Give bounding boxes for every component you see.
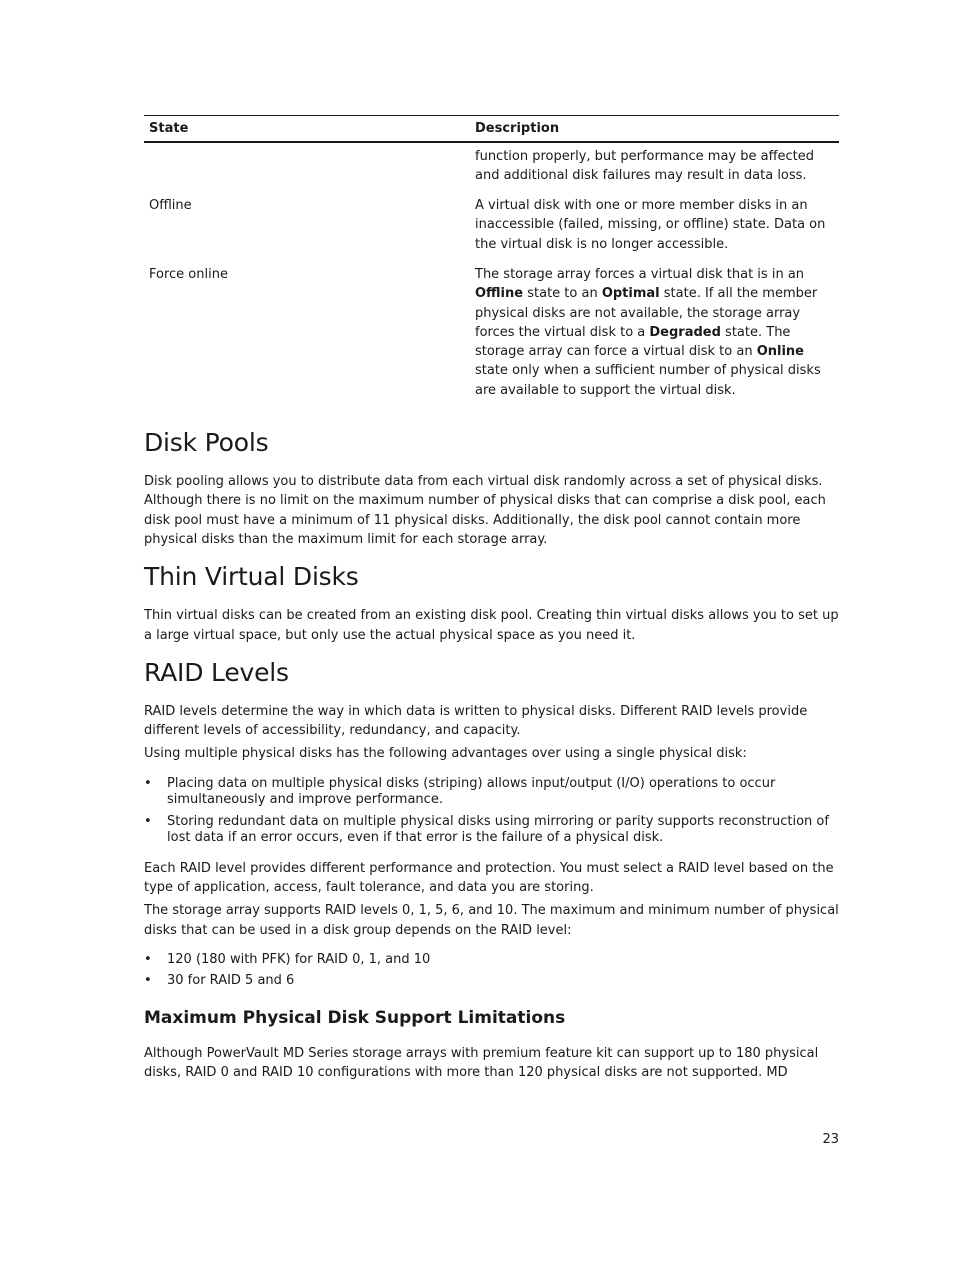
table-header-row [144, 116, 839, 142]
document-page [144, 115, 839, 1087]
state-term-degraded: Degraded [649, 324, 721, 340]
thin-virtual-disks-heading: Thin Virtual Disks [144, 562, 359, 592]
state-cell: Force online [149, 266, 228, 282]
raid-limits-list [144, 952, 839, 990]
description-cell [470, 262, 839, 408]
description-cell: function properly, but performance may be affected and additional disk failures may result in data loss. [475, 148, 815, 183]
description-text: state. If all the member physical disks are not available, the storage array forces the virtual disk to a [475, 286, 818, 340]
state-term-online: Online [756, 344, 804, 360]
description-column-header: Description [470, 116, 839, 142]
state-cell: Offline [149, 198, 192, 214]
list-item: • 30 for RAID 5 and 6 [144, 973, 839, 990]
raid-levels-paragraph: Each RAID level provides different performance and protection. You must select a RAID level based on the type of application, access, fault tolerance, and data you are storing. [144, 860, 834, 896]
raid-levels-heading: RAID Levels [144, 657, 289, 687]
state-term-offline: Offline [475, 286, 524, 302]
description-text: state only when a sufficient number of physical disks are available to support the virtual disk. [475, 363, 821, 398]
state-cell [144, 142, 470, 194]
raid-levels-paragraph: RAID levels determine the way in which data is written to physical disks. Different RAID levels provide different levels of accessibility, redundancy, and capacity. [144, 703, 808, 739]
list-item: • Storing redundant data on multiple physical disks using mirroring or parity supports reconstruction of lost data if an error occurs, even if that error is the failure of a physical disk. [144, 814, 839, 847]
state-term-optimal: Optimal [601, 286, 660, 302]
list-item: • 120 (180 with PFK) for RAID 0, 1, and 10 [144, 952, 839, 969]
state-column-header: State [144, 116, 470, 142]
description-text: state. The storage array can force a virtual disk to an [475, 324, 791, 360]
thin-virtual-disks-paragraph: Thin virtual disks can be created from an existing disk pool. Creating thin virtual disks allows you to set up a large virtual space, but only use the actual physical space as you need it. [144, 608, 839, 643]
advantages-list [144, 776, 839, 847]
page-number: 23 [822, 1132, 839, 1147]
description-cell: A virtual disk with one or more member disks in an inaccessible (failed, missing, or offline) state. Data on the virtual disk is no longer accessible. [475, 198, 826, 252]
max-disk-support-paragraph: Although PowerVault MD Series storage arrays with premium feature kit can support up to 180 physical disks, RAID 0 and RAID 10 configurations with more than 120 physical disks are not supported. MD [144, 1045, 819, 1081]
table-row [144, 193, 839, 262]
description-text: state to an [523, 286, 602, 302]
state-description-table [144, 115, 839, 408]
disk-pools-heading: Disk Pools [144, 428, 269, 458]
description-text: The storage array forces a virtual disk that is in an [475, 266, 805, 282]
table-row [144, 142, 839, 194]
table-row [144, 262, 839, 408]
disk-pools-paragraph: Disk pooling allows you to distribute data from each virtual disk randomly across a set of physical disks. Although there is no limit on the maximum number of physical disks that can comprise a disk pool, each disk pool must have a minimum of 11 physical disks. Additionally, the disk pool cannot contain more physical disks than the maximum limit for each storage array. [144, 474, 826, 547]
raid-levels-paragraph: Using multiple physical disks has the following advantages over using a single physical disk: [144, 746, 747, 762]
list-item: • Placing data on multiple physical disks (striping) allows input/output (I/O) operations to occur simultaneously and improve performance. [144, 776, 839, 809]
max-disk-support-heading: Maximum Physical Disk Support Limitations [144, 1007, 566, 1028]
raid-levels-paragraph: The storage array supports RAID levels 0, 1, 5, 6, and 10. The maximum and minimum number of physical disks that can be used in a disk group depends on the RAID level: [144, 903, 839, 938]
